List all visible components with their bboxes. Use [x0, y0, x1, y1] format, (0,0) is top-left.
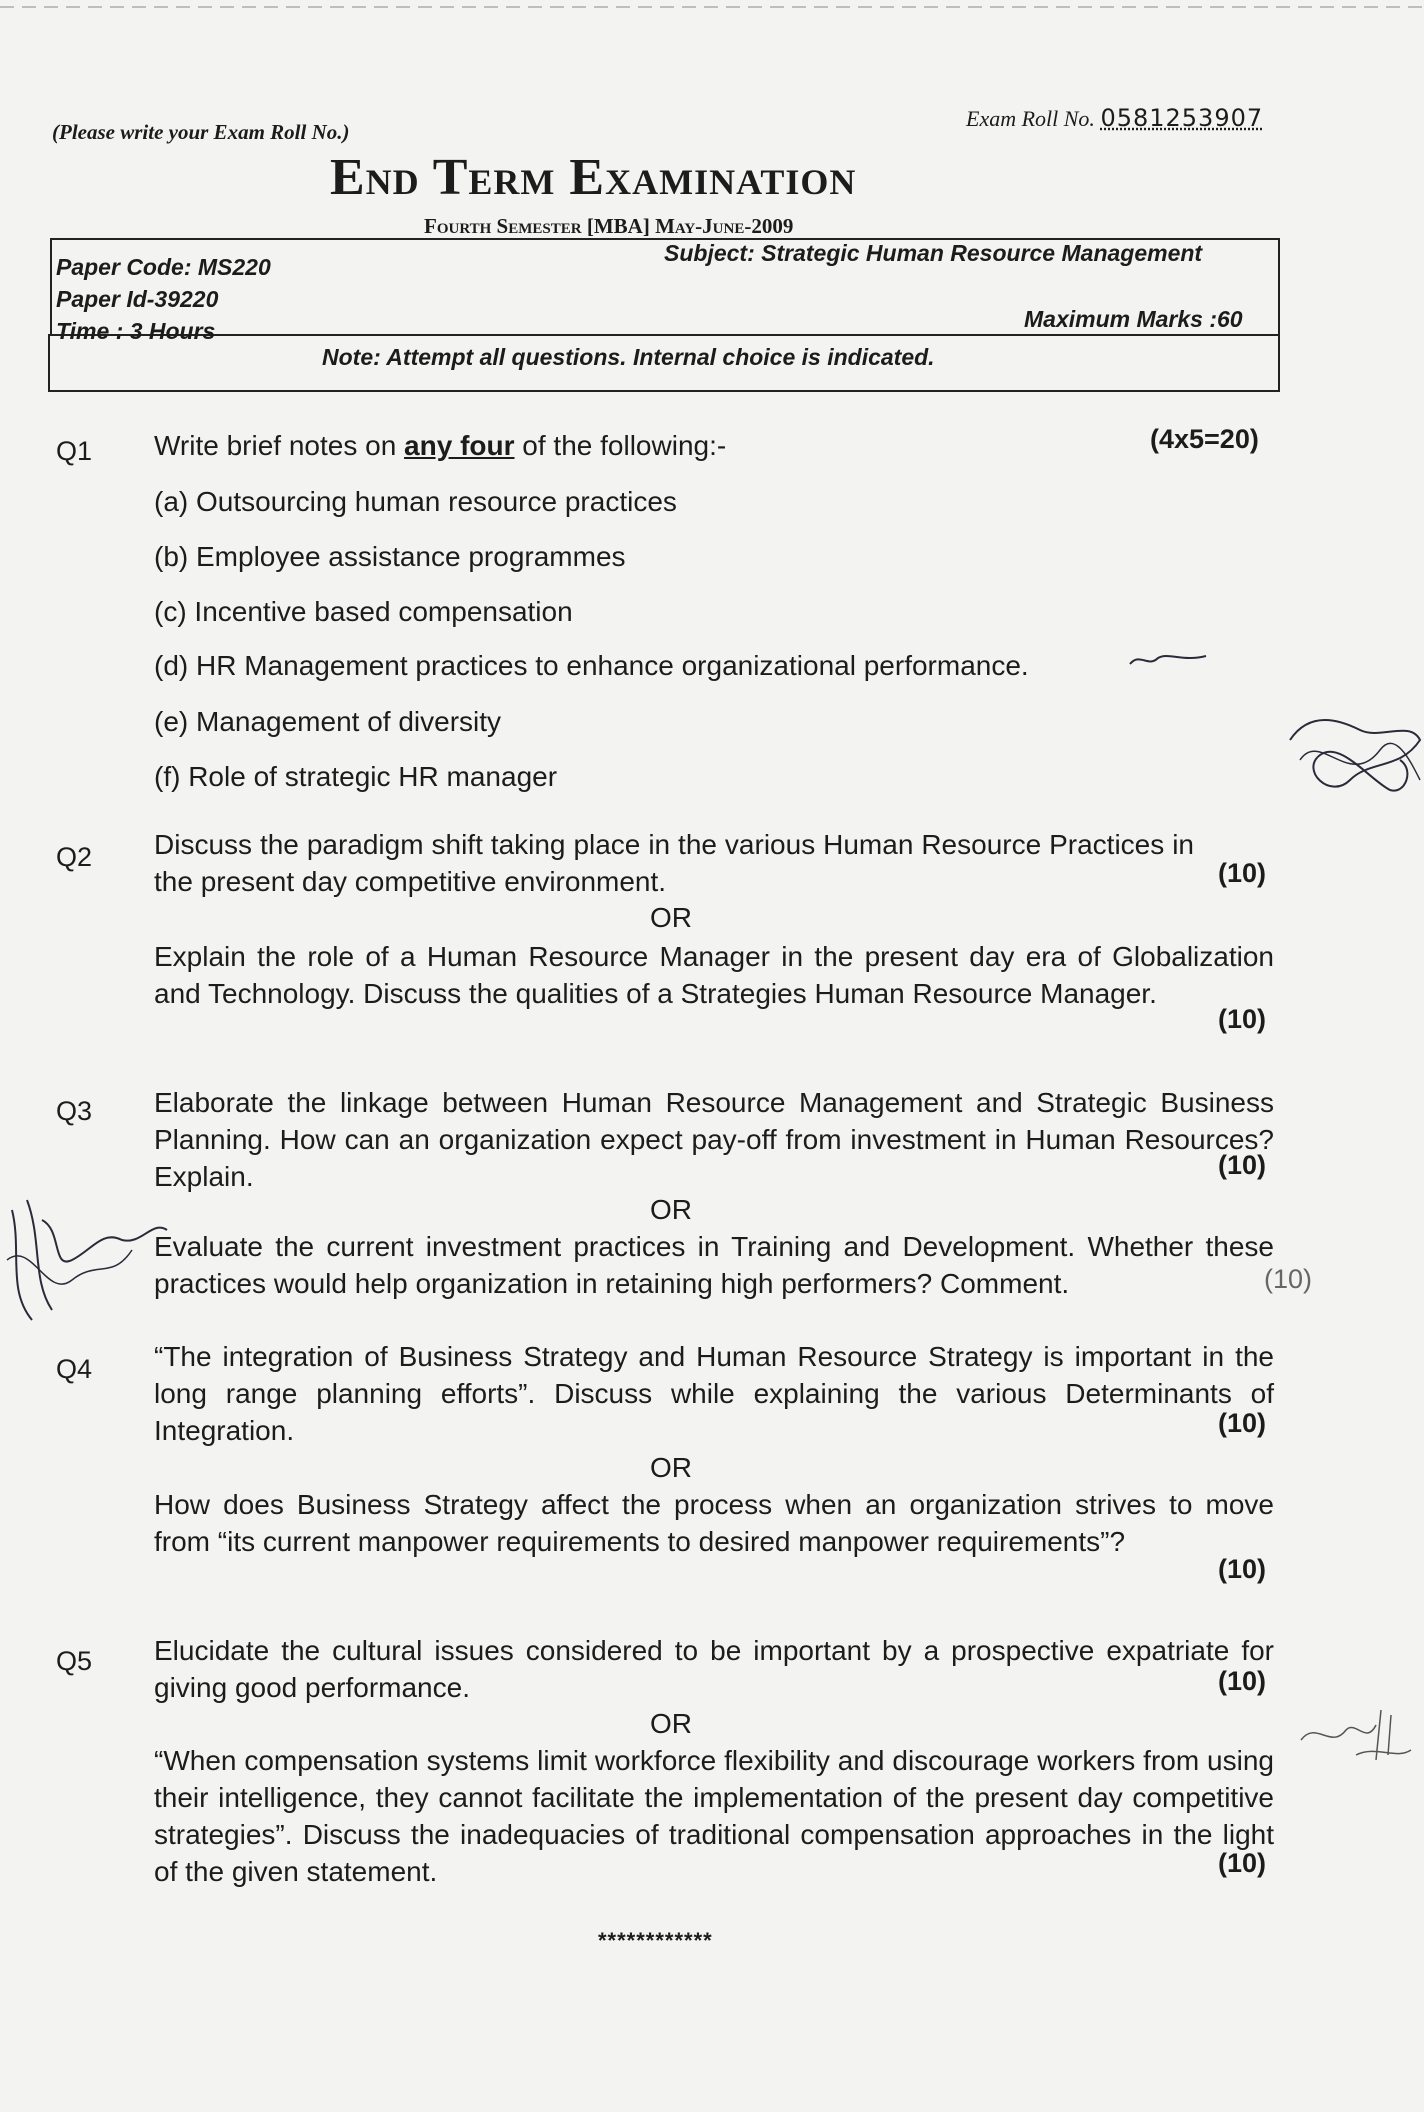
q3-marks-b: (10) [1264, 1264, 1313, 1294]
pen-mark-icon [1128, 648, 1208, 672]
q4-or: OR [650, 1452, 692, 1483]
q1-option: (e) Management of diversity [154, 706, 502, 737]
q5-marks-b: (10) [1218, 1848, 1267, 1878]
q1-option: (c) Incentive based compensation [154, 596, 573, 627]
handwritten-scribble-icon [1280, 700, 1424, 810]
q3-question-b: Evaluate the current investment practices in Training and Development. Whether these practices would help organization in retaining high performers? Comment. [154, 1231, 1274, 1299]
q3-marks-a: (10) [1218, 1150, 1267, 1180]
roll-instruction: (Please write your Exam Roll No.) [52, 120, 350, 144]
roll-number [966, 104, 1263, 132]
question-number: Q2 [56, 842, 93, 872]
q1-option: (f) Role of strategic HR manager [154, 761, 558, 792]
maximum-marks: Maximum Marks :60 [1024, 306, 1243, 332]
paper-id: Paper Id-39220 [56, 286, 219, 312]
q1-prompt [154, 430, 726, 462]
q2-marks-b: (10) [1218, 1004, 1267, 1034]
q1-prompt-emphasis: any four [404, 430, 515, 461]
handwritten-signature-icon [2, 1190, 172, 1330]
q5-question-a: Elucidate the cultural issues considered to be important by a prospective expatriate for giving good performance. [154, 1635, 1274, 1703]
q1-prompt-suffix: of the following:- [522, 430, 727, 461]
roll-value: 0581253907 [1100, 104, 1264, 132]
semester-line: Fourth Semester [MBA] May-June-2009 [424, 214, 794, 238]
q3-or: OR [650, 1194, 692, 1225]
question-number: Q4 [56, 1354, 93, 1384]
paper-code: Paper Code: MS220 [56, 254, 271, 280]
q5-or: OR [650, 1708, 692, 1739]
roll-label: Exam Roll No. [966, 106, 1095, 131]
handwritten-note-icon [1296, 1700, 1416, 1770]
q1-option: (b) Employee assistance programmes [154, 541, 626, 572]
q1-option: (d) HR Management practices to enhance organizational performance. [154, 650, 1029, 681]
q2-question-b: Explain the role of a Human Resource Manager in the present day era of Globalization and Technology. Discuss the qualities of a Strategies Human Resource Manager. [154, 941, 1274, 1009]
q5-question-b: “When compensation systems limit workforce flexibility and discourage workers from using their intelligence, they cannot facilitate the implementation of the present day competitive strategies”. Discuss the inadequacies of traditional compensation approaches in the light of the given statement. [154, 1745, 1274, 1887]
q2-or: OR [650, 902, 692, 933]
q2-question-a: Discuss the paradigm shift taking place in the various Human Resource Practices in the present day competitive environment. [154, 829, 1194, 897]
subject: Subject: Strategic Human Resource Management [664, 240, 1203, 266]
q5-marks-a: (10) [1218, 1666, 1267, 1696]
q4-marks-b: (10) [1218, 1554, 1267, 1584]
exam-time: Time : 3 Hours [56, 318, 216, 344]
question-number: Q3 [56, 1096, 93, 1126]
q2-marks-a: (10) [1218, 858, 1267, 888]
question-number: Q5 [56, 1646, 93, 1676]
q4-question-b: How does Business Strategy affect the process when an organization strives to move from “its current manpower requirements to desired manpower requirements”? [154, 1489, 1274, 1557]
q1-option: (a) Outsourcing human resource practices [154, 486, 677, 517]
q4-question-a: “The integration of Business Strategy and Human Resource Strategy is important in the long range planning efforts”. Discuss while explaining the various Determinants of Integration. [154, 1341, 1274, 1446]
q1-marks: (4x5=20) [1150, 424, 1259, 454]
scan-edge-line [0, 6, 1424, 8]
instruction-note: Note: Attempt all questions. Internal choice is indicated. [322, 344, 935, 370]
q4-marks-a: (10) [1218, 1408, 1267, 1438]
exam-title: End Term Examination [330, 149, 857, 206]
q1-prompt-text: Write brief notes on [154, 430, 397, 461]
q3-question-a: Elaborate the linkage between Human Resource Management and Strategic Business Planning. How can an organization expect pay-off from investment in Human Resources? Explain. [154, 1087, 1274, 1192]
end-marker: ************ [598, 1928, 713, 1953]
question-number: Q1 [56, 436, 93, 466]
